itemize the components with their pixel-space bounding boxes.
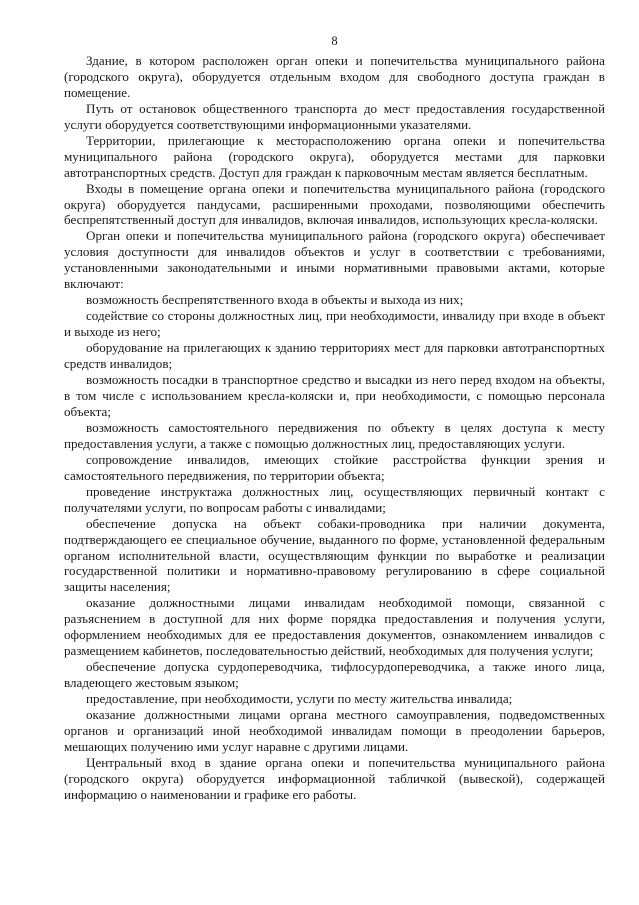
body-text <box>64 53 605 803</box>
paragraph: Орган опеки и попечительства муниципального района (городского округа) обеспечивает условия доступности для инвалидов объектов и услуг в соответствии с требованиями, установленными законодательными и иными нормативными правовыми актами, которые включают: <box>64 228 605 292</box>
page-number: 8 <box>331 34 338 48</box>
paragraph: Входы в помещение органа опеки и попечительства муниципального района (городского округа) оборудуется пандусами, расширенными проходами, позволяющими обеспечить беспрепятственный доступ для инвалидов, включая инвалидов, использующих кресла-коляски. <box>64 180 605 228</box>
list-item: оборудование на прилегающих к зданию территориях мест для парковки автотранспортных средств инвалидов; <box>64 340 605 372</box>
paragraph: Центральный вход в здание органа опеки и попечительства муниципального района (городского округа) оборудуется информационной табличкой (вывеской), содержащей информацию о наименовании и графике его работы. <box>64 754 605 802</box>
list-item: оказание должностными лицами органа местного самоуправления, подведомственных органов и организаций иной необходимой инвалидам помощи в преодолении барьеров, мешающих получению ими услуг наравне с другими лицами. <box>64 707 605 754</box>
paragraph: Здание, в котором расположен орган опеки и попечительства муниципального района (городского округа), оборудуется отдельным входом для свободного доступа граждан в помещение. <box>64 52 605 100</box>
list-item: возможность посадки в транспортное средство и высадки из него перед входом на объекты, в том числе с использованием кресла-коляски и, при необходимости, с помощью персонала объекта; <box>64 372 605 419</box>
paragraph: Территории, прилегающие к месторасположению органа опеки и попечительства муниципального района (городского округа), оборудуется местами для парковки автотранспортных средств. Доступ для граждан к парковочным местам является бесплатным. <box>64 132 605 180</box>
list-item: обеспечение допуска на объект собаки-проводника при наличии документа, подтверждающего ее специальное обучение, выданного по форме, установленной федеральным органом исполнительной власти, осуществляющим функции по выработке и реализации государственной политики и нормативно-правовому регулированию в сфере социальной защиты населения; <box>64 515 605 595</box>
paragraph: Путь от остановок общественного транспорта до мест предоставления государственной услуги оборудуется соответствующими информационными указателями. <box>64 100 605 132</box>
list-item: проведение инструктажа должностных лиц, осуществляющих первичный контакт с получателями услуги, по вопросам работы с инвалидами; <box>64 483 605 515</box>
list-item: оказание должностными лицами инвалидам необходимой помощи, связанной с разъяснением в доступной для них форме порядка предоставления и получения услуги, оформлением необходимых для ее предоставления документов, ознакомлением инвалидов с размещением кабинетов, последовательностью действий, необходимых для получения услуги; <box>64 595 605 659</box>
list-item: сопровождение инвалидов, имеющих стойкие расстройства функции зрения и самостоятельного передвижения, по территории объекта; <box>64 451 605 483</box>
list-item: возможность самостоятельного передвижения по объекту в целях доступа к месту предоставления услуги, а также с помощью должностных лиц, предоставляющих услуги. <box>64 419 605 451</box>
list-item: предоставление, при необходимости, услуги по месту жительства инвалида; <box>86 691 513 707</box>
list-item: содействие со стороны должностных лиц, при необходимости, инвалиду при входе в объект и выходе из него; <box>64 308 605 340</box>
list-item: возможность беспрепятственного входа в объекты и выхода из них; <box>86 292 464 308</box>
list-item: обеспечение допуска сурдопереводчика, тифлосурдопереводчика, а также иного лица, владеющего жестовым языком; <box>64 659 605 691</box>
